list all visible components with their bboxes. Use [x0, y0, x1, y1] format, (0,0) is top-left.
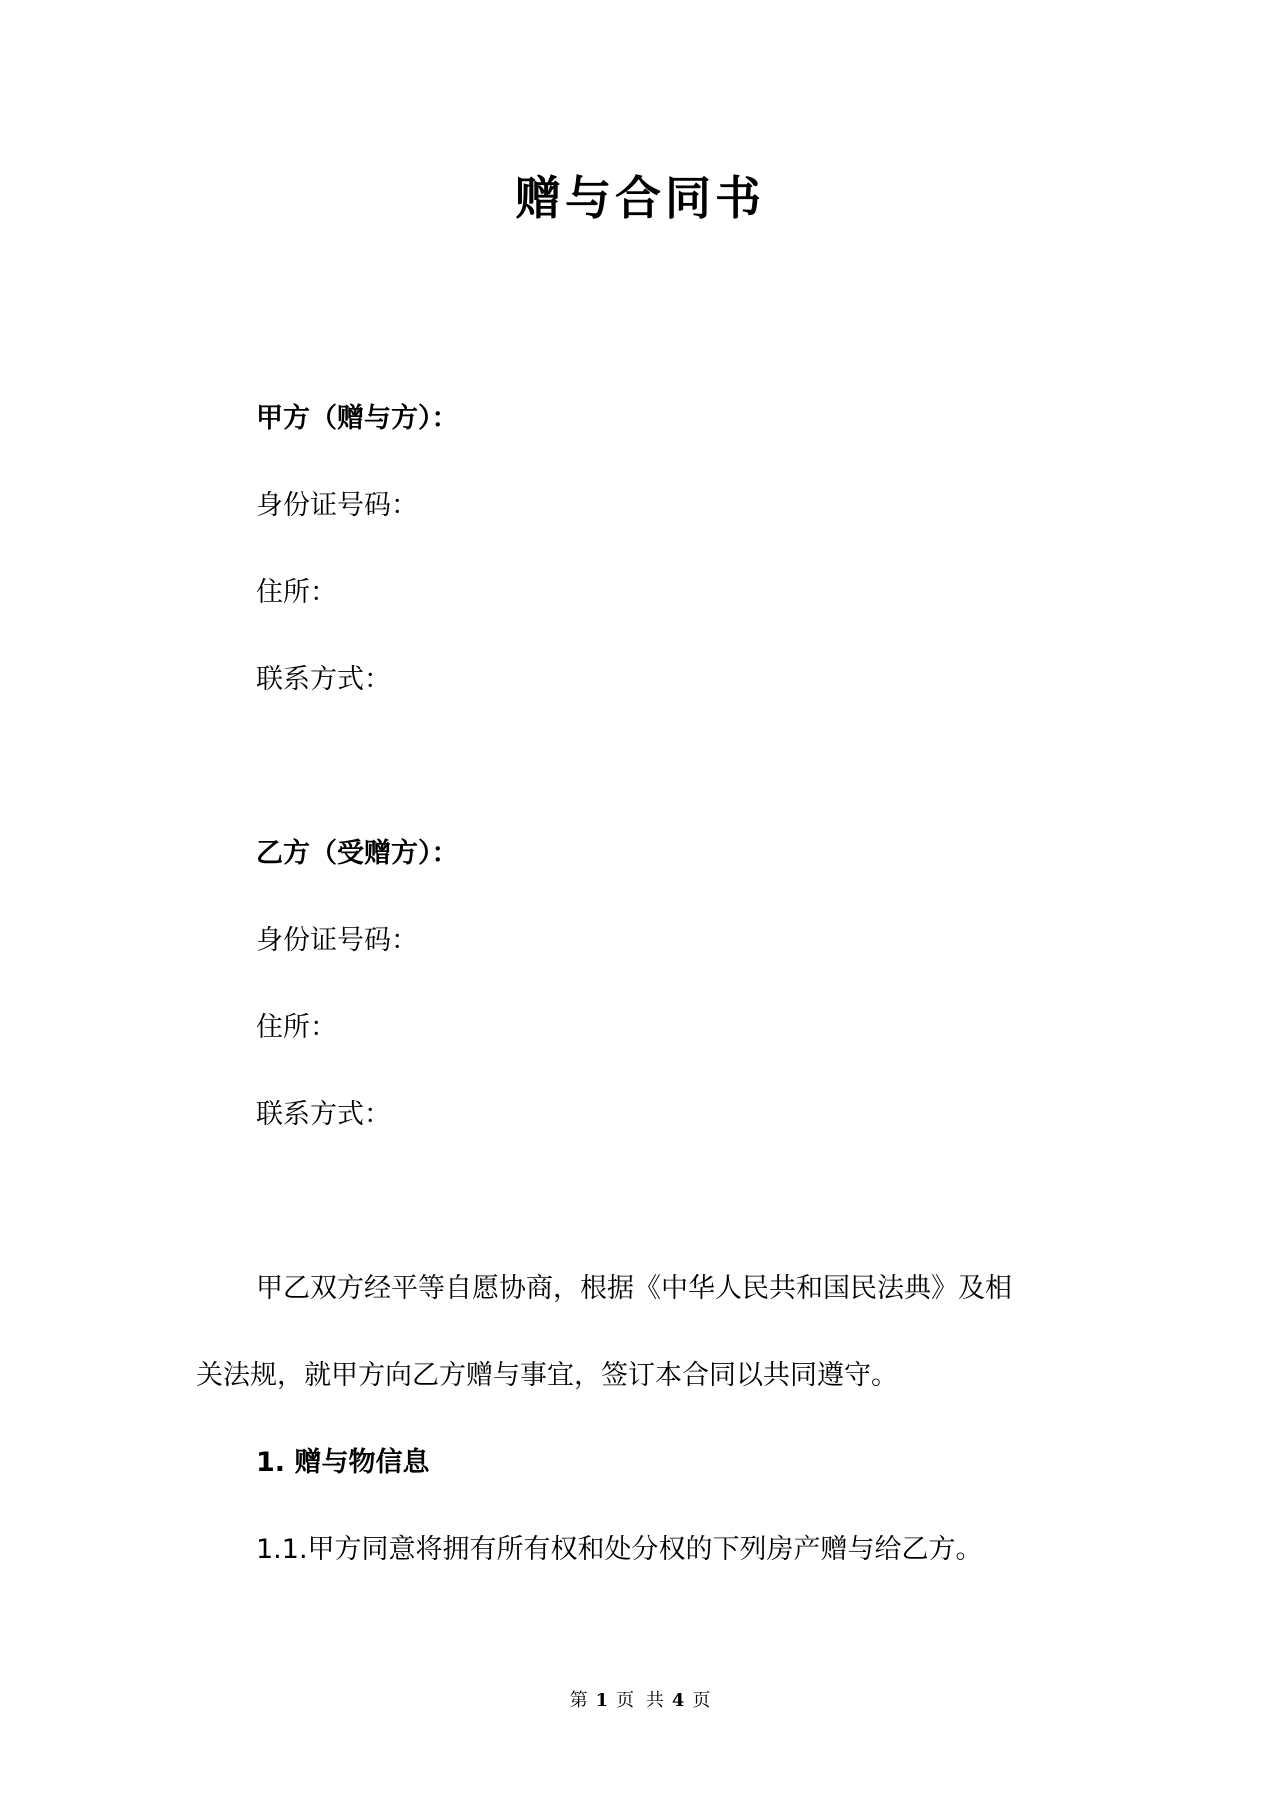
party-b-id-label: 身份证号码： [256, 925, 418, 956]
footer-suffix: 页 [692, 1690, 711, 1711]
party-a-contact-label: 联系方式： [256, 664, 391, 695]
footer-total-pages: 4 [671, 1690, 685, 1711]
party-a-id-label: 身份证号码： [256, 490, 418, 521]
intro-paragraph-line-1: 甲乙双方经平等自愿协商，根据《中华人民共和国民法典》及相 [256, 1273, 1012, 1304]
footer-page-number: 1 [595, 1690, 609, 1711]
section-1-heading: 1. 赠与物信息 [256, 1447, 430, 1478]
page-footer [0, 1689, 1280, 1713]
party-b-heading: 乙方（受赠方）： [256, 838, 459, 869]
party-b-address-label: 住所： [256, 1012, 337, 1043]
footer-middle: 页 共 [616, 1690, 664, 1711]
footer-prefix: 第 [569, 1690, 588, 1711]
section-1-item-1: 1.1.甲方同意将拥有所有权和处分权的下列房产赠与给乙方。 [256, 1534, 983, 1565]
party-b-contact-label: 联系方式： [256, 1099, 391, 1130]
document-title: 赠与合同书 [515, 171, 765, 225]
party-a-heading: 甲方（赠与方）： [256, 403, 459, 434]
intro-paragraph-line-2: 关法规，就甲方向乙方赠与事宜，签订本合同以共同遵守。 [196, 1360, 898, 1391]
party-a-address-label: 住所： [256, 577, 337, 608]
